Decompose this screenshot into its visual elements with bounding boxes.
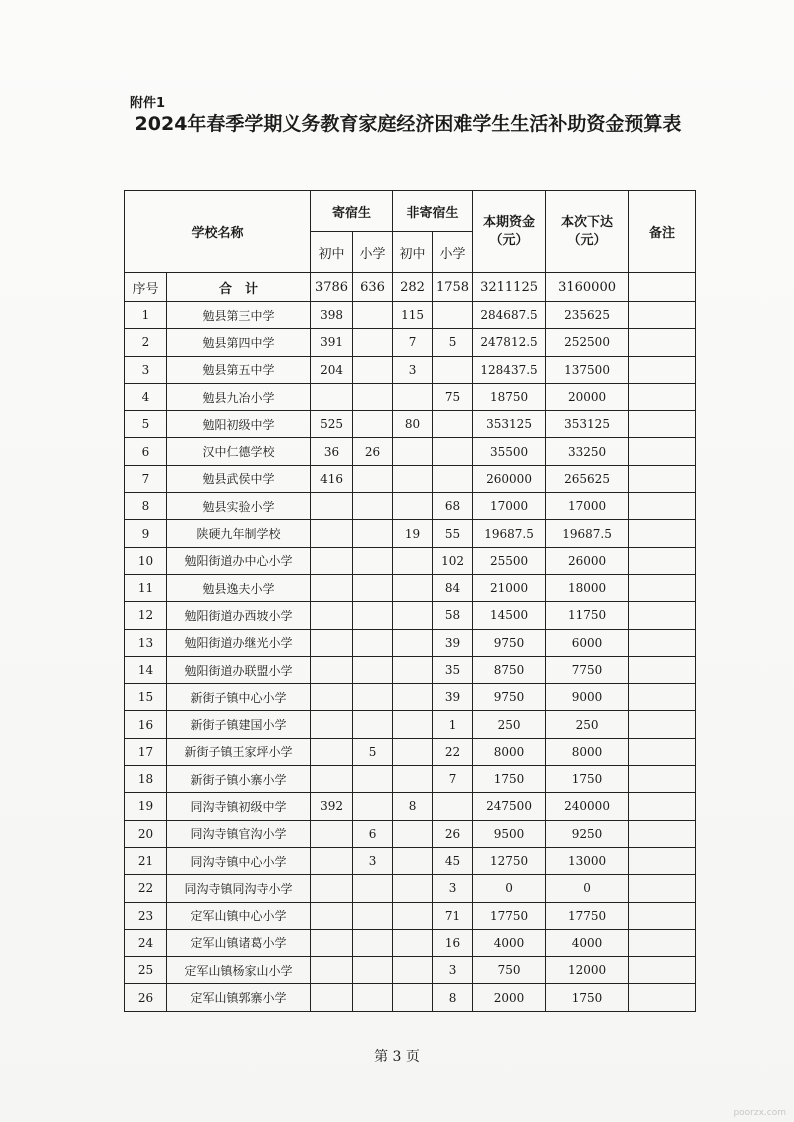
- boarding-primary-count: 5: [353, 738, 393, 765]
- school-name: 定军山镇中心小学: [167, 902, 311, 929]
- row-number: 4: [125, 383, 167, 410]
- boarding-junior-count: [311, 875, 353, 902]
- boarding-junior-count: [311, 684, 353, 711]
- issued-value: 235625: [546, 302, 629, 329]
- boarding-junior-count: 36: [311, 438, 353, 465]
- non-boarding-junior-count: [393, 984, 433, 1011]
- period-funds-value: 2000: [473, 984, 546, 1011]
- boarding-junior-count: [311, 547, 353, 574]
- non-boarding-junior-header: 初中: [393, 232, 433, 273]
- boarding-junior-count: 398: [311, 302, 353, 329]
- non-boarding-primary-count: 8: [433, 984, 473, 1011]
- school-name: 勉阳街道办联盟小学: [167, 656, 311, 683]
- issued-value: 6000: [546, 629, 629, 656]
- issued-value: 1750: [546, 984, 629, 1011]
- boarding-junior-count: [311, 902, 353, 929]
- boarding-primary-count: [353, 547, 393, 574]
- table-row: [125, 547, 696, 574]
- boarding-junior-count: [311, 929, 353, 956]
- issued-value: 240000: [546, 793, 629, 820]
- budget-table: [124, 190, 696, 1012]
- table-row: [125, 656, 696, 683]
- school-name: 勉阳初级中学: [167, 411, 311, 438]
- period-funds-value: 8750: [473, 656, 546, 683]
- row-number: 15: [125, 684, 167, 711]
- row-number: 23: [125, 902, 167, 929]
- non-boarding-primary-count: 3: [433, 957, 473, 984]
- issued-value: 33250: [546, 438, 629, 465]
- boarding-primary-count: [353, 629, 393, 656]
- school-name: 同沟寺镇中心小学: [167, 847, 311, 874]
- boarding-primary-count: 26: [353, 438, 393, 465]
- remarks-value: [629, 629, 696, 656]
- boarding-primary-count: [353, 875, 393, 902]
- boarding-primary-count: [353, 411, 393, 438]
- non-boarding-junior-count: 3: [393, 356, 433, 383]
- period-funds-value: 750: [473, 957, 546, 984]
- school-name-header: 学校名称: [125, 191, 311, 273]
- school-name: 新街子镇中心小学: [167, 684, 311, 711]
- non-boarding-junior-count: [393, 820, 433, 847]
- issued-value: 265625: [546, 465, 629, 492]
- non-boarding-junior-count: [393, 602, 433, 629]
- page-title: 2024年春季学期义务教育家庭经济困难学生生活补助资金预算表: [134, 113, 682, 135]
- table-row: [125, 356, 696, 383]
- non-boarding-primary-count: 39: [433, 684, 473, 711]
- table-row: [125, 438, 696, 465]
- row-number: 3: [125, 356, 167, 383]
- non-boarding-junior-count: [393, 493, 433, 520]
- table-row: [125, 520, 696, 547]
- non-boarding-junior-count: [393, 465, 433, 492]
- school-name: 新街子镇王家坪小学: [167, 738, 311, 765]
- non-boarding-junior-count: [393, 383, 433, 410]
- table-row: [125, 383, 696, 410]
- boarding-header: 寄宿生: [311, 191, 393, 232]
- total-row: [125, 273, 696, 302]
- non-boarding-junior-count: [393, 875, 433, 902]
- remarks-value: [629, 738, 696, 765]
- remarks-value: [629, 574, 696, 601]
- remarks-value: [629, 411, 696, 438]
- boarding-junior-count: [311, 711, 353, 738]
- school-name: 定军山镇郭寨小学: [167, 984, 311, 1011]
- school-name: 汉中仁德学校: [167, 438, 311, 465]
- boarding-junior-count: [311, 957, 353, 984]
- table-row: [125, 875, 696, 902]
- table-row: [125, 629, 696, 656]
- boarding-primary-count: 3: [353, 847, 393, 874]
- total-non-boarding-primary: 1758: [433, 273, 473, 302]
- issued-value: 7750: [546, 656, 629, 683]
- remarks-value: [629, 656, 696, 683]
- non-boarding-junior-count: [393, 656, 433, 683]
- row-number: 7: [125, 465, 167, 492]
- boarding-primary-count: 6: [353, 820, 393, 847]
- row-number: 9: [125, 520, 167, 547]
- school-name: 勉县实验小学: [167, 493, 311, 520]
- boarding-junior-count: [311, 574, 353, 601]
- table-row: [125, 711, 696, 738]
- issued-value: 19687.5: [546, 520, 629, 547]
- period-funds-value: 0: [473, 875, 546, 902]
- non-boarding-junior-count: 8: [393, 793, 433, 820]
- non-boarding-junior-count: [393, 929, 433, 956]
- boarding-junior-count: [311, 629, 353, 656]
- boarding-junior-count: [311, 738, 353, 765]
- non-boarding-junior-count: [393, 957, 433, 984]
- period-funds-value: 9750: [473, 629, 546, 656]
- school-name: 勉阳街道办中心小学: [167, 547, 311, 574]
- page-number: 第 3 页: [374, 1049, 420, 1065]
- non-boarding-junior-count: [393, 684, 433, 711]
- non-boarding-primary-count: 55: [433, 520, 473, 547]
- table-row: [125, 793, 696, 820]
- row-number: 22: [125, 875, 167, 902]
- total-non-boarding-junior: 282: [393, 273, 433, 302]
- school-name: 同沟寺镇同沟寺小学: [167, 875, 311, 902]
- table-row: [125, 847, 696, 874]
- remarks-value: [629, 520, 696, 547]
- non-boarding-junior-count: [393, 547, 433, 574]
- non-boarding-primary-count: 5: [433, 329, 473, 356]
- boarding-junior-count: [311, 766, 353, 793]
- period-funds-value: 284687.5: [473, 302, 546, 329]
- remarks-value: [629, 493, 696, 520]
- seq-header: 序号: [125, 273, 167, 302]
- remarks-value: [629, 438, 696, 465]
- school-name: 勉县第四中学: [167, 329, 311, 356]
- period-funds-value: 128437.5: [473, 356, 546, 383]
- row-number: 6: [125, 438, 167, 465]
- school-name: 勉阳街道办西坡小学: [167, 602, 311, 629]
- school-name: 勉县九冶小学: [167, 383, 311, 410]
- remarks-value: [629, 820, 696, 847]
- total-issued: 3160000: [546, 273, 629, 302]
- boarding-junior-count: 391: [311, 329, 353, 356]
- non-boarding-header: 非寄宿生: [393, 191, 473, 232]
- issued-value: 4000: [546, 929, 629, 956]
- total-boarding-junior: 3786: [311, 273, 353, 302]
- boarding-junior-count: [311, 602, 353, 629]
- non-boarding-junior-count: [393, 766, 433, 793]
- non-boarding-primary-count: [433, 356, 473, 383]
- remarks-value: [629, 302, 696, 329]
- remarks-value: [629, 793, 696, 820]
- issued-value: 9250: [546, 820, 629, 847]
- period-funds-value: 21000: [473, 574, 546, 601]
- school-name: 勉县第五中学: [167, 356, 311, 383]
- remarks-header: 备注: [629, 191, 696, 273]
- non-boarding-junior-count: 7: [393, 329, 433, 356]
- boarding-primary-count: [353, 574, 393, 601]
- table-row: [125, 984, 696, 1011]
- non-boarding-primary-count: [433, 465, 473, 492]
- remarks-value: [629, 929, 696, 956]
- row-number: 16: [125, 711, 167, 738]
- row-number: 18: [125, 766, 167, 793]
- school-name: 勉县武侯中学: [167, 465, 311, 492]
- period-funds-value: 247812.5: [473, 329, 546, 356]
- table-row: [125, 465, 696, 492]
- boarding-primary-count: [353, 984, 393, 1011]
- period-funds-value: 35500: [473, 438, 546, 465]
- issued-value: 17000: [546, 493, 629, 520]
- non-boarding-junior-count: [393, 902, 433, 929]
- issued-value: 137500: [546, 356, 629, 383]
- total-label: 合 计: [167, 273, 311, 302]
- remarks-value: [629, 356, 696, 383]
- period-funds-value: 260000: [473, 465, 546, 492]
- table-row: [125, 411, 696, 438]
- period-funds-value: 8000: [473, 738, 546, 765]
- row-number: 5: [125, 411, 167, 438]
- remarks-value: [629, 847, 696, 874]
- non-boarding-primary-count: 26: [433, 820, 473, 847]
- remarks-value: [629, 329, 696, 356]
- non-boarding-junior-count: [393, 847, 433, 874]
- issued-header: 本次下达（元）: [546, 191, 629, 273]
- period-funds-header: 本期资金（元）: [473, 191, 546, 273]
- boarding-junior-count: [311, 493, 353, 520]
- non-boarding-primary-count: 45: [433, 847, 473, 874]
- remarks-value: [629, 711, 696, 738]
- period-funds-value: 17000: [473, 493, 546, 520]
- issued-value: 17750: [546, 902, 629, 929]
- non-boarding-primary-count: 84: [433, 574, 473, 601]
- period-funds-value: 17750: [473, 902, 546, 929]
- boarding-primary-count: [353, 902, 393, 929]
- remarks-value: [629, 984, 696, 1011]
- issued-value: 8000: [546, 738, 629, 765]
- boarding-junior-count: [311, 520, 353, 547]
- table-row: [125, 820, 696, 847]
- table-row: [125, 493, 696, 520]
- non-boarding-junior-count: 80: [393, 411, 433, 438]
- school-name: 新街子镇小寨小学: [167, 766, 311, 793]
- issued-value: 20000: [546, 383, 629, 410]
- total-boarding-primary: 636: [353, 273, 393, 302]
- boarding-junior-count: [311, 820, 353, 847]
- boarding-primary-header: 小学: [353, 232, 393, 273]
- school-name: 定军山镇诸葛小学: [167, 929, 311, 956]
- school-name: 定军山镇杨家山小学: [167, 957, 311, 984]
- remarks-value: [629, 957, 696, 984]
- non-boarding-primary-count: 75: [433, 383, 473, 410]
- boarding-primary-count: [353, 684, 393, 711]
- non-boarding-primary-count: 102: [433, 547, 473, 574]
- issued-value: 0: [546, 875, 629, 902]
- row-number: 17: [125, 738, 167, 765]
- remarks-value: [629, 547, 696, 574]
- non-boarding-primary-header: 小学: [433, 232, 473, 273]
- row-number: 24: [125, 929, 167, 956]
- boarding-junior-count: [311, 847, 353, 874]
- non-boarding-junior-count: 115: [393, 302, 433, 329]
- boarding-primary-count: [353, 711, 393, 738]
- non-boarding-primary-count: 3: [433, 875, 473, 902]
- table-row: [125, 902, 696, 929]
- non-boarding-primary-count: 71: [433, 902, 473, 929]
- boarding-primary-count: [353, 766, 393, 793]
- boarding-junior-count: 525: [311, 411, 353, 438]
- school-name: 同沟寺镇官沟小学: [167, 820, 311, 847]
- period-funds-value: 18750: [473, 383, 546, 410]
- period-funds-value: 247500: [473, 793, 546, 820]
- school-name: 陕硬九年制学校: [167, 520, 311, 547]
- non-boarding-junior-count: [393, 574, 433, 601]
- issued-value: 18000: [546, 574, 629, 601]
- non-boarding-junior-count: [393, 711, 433, 738]
- period-funds-value: 12750: [473, 847, 546, 874]
- row-number: 2: [125, 329, 167, 356]
- non-boarding-primary-count: 1: [433, 711, 473, 738]
- header-row-1: [125, 191, 696, 232]
- non-boarding-junior-count: [393, 629, 433, 656]
- table-row: [125, 684, 696, 711]
- table-row: [125, 957, 696, 984]
- remarks-value: [629, 875, 696, 902]
- row-number: 13: [125, 629, 167, 656]
- boarding-junior-count: 392: [311, 793, 353, 820]
- issued-value: 11750: [546, 602, 629, 629]
- row-number: 11: [125, 574, 167, 601]
- row-number: 20: [125, 820, 167, 847]
- total-remarks: [629, 273, 696, 302]
- period-funds-value: 4000: [473, 929, 546, 956]
- remarks-value: [629, 766, 696, 793]
- boarding-primary-count: [353, 493, 393, 520]
- boarding-primary-count: [353, 329, 393, 356]
- boarding-primary-count: [353, 656, 393, 683]
- issued-value: 9000: [546, 684, 629, 711]
- non-boarding-primary-count: 22: [433, 738, 473, 765]
- non-boarding-primary-count: [433, 302, 473, 329]
- non-boarding-junior-count: [393, 438, 433, 465]
- boarding-junior-count: [311, 656, 353, 683]
- non-boarding-primary-count: 58: [433, 602, 473, 629]
- row-number: 21: [125, 847, 167, 874]
- boarding-junior-header: 初中: [311, 232, 353, 273]
- boarding-primary-count: [353, 302, 393, 329]
- attachment-label: 附件1: [130, 96, 166, 111]
- row-number: 19: [125, 793, 167, 820]
- table-row: [125, 602, 696, 629]
- remarks-value: [629, 684, 696, 711]
- period-funds-value: 250: [473, 711, 546, 738]
- boarding-primary-count: [353, 929, 393, 956]
- period-funds-value: 9750: [473, 684, 546, 711]
- period-funds-value: 9500: [473, 820, 546, 847]
- table-row: [125, 929, 696, 956]
- boarding-primary-count: [353, 957, 393, 984]
- non-boarding-primary-count: 16: [433, 929, 473, 956]
- school-name: 勉县第三中学: [167, 302, 311, 329]
- issued-value: 26000: [546, 547, 629, 574]
- boarding-primary-count: [353, 465, 393, 492]
- remarks-value: [629, 465, 696, 492]
- row-number: 25: [125, 957, 167, 984]
- issued-value: 13000: [546, 847, 629, 874]
- table-row: [125, 738, 696, 765]
- boarding-junior-count: 204: [311, 356, 353, 383]
- boarding-primary-count: [353, 793, 393, 820]
- total-period-funds: 3211125: [473, 273, 546, 302]
- table-row: [125, 766, 696, 793]
- non-boarding-primary-count: 7: [433, 766, 473, 793]
- table-row: [125, 302, 696, 329]
- row-number: 12: [125, 602, 167, 629]
- non-boarding-primary-count: [433, 438, 473, 465]
- boarding-primary-count: [353, 383, 393, 410]
- issued-value: 250: [546, 711, 629, 738]
- remarks-value: [629, 902, 696, 929]
- boarding-primary-count: [353, 602, 393, 629]
- non-boarding-primary-count: 39: [433, 629, 473, 656]
- period-funds-value: 1750: [473, 766, 546, 793]
- issued-value: 12000: [546, 957, 629, 984]
- school-name: 勉县逸夫小学: [167, 574, 311, 601]
- boarding-junior-count: [311, 984, 353, 1011]
- row-number: 1: [125, 302, 167, 329]
- boarding-junior-count: 416: [311, 465, 353, 492]
- period-funds-value: 19687.5: [473, 520, 546, 547]
- issued-value: 1750: [546, 766, 629, 793]
- table-row: [125, 329, 696, 356]
- non-boarding-primary-count: 35: [433, 656, 473, 683]
- row-number: 26: [125, 984, 167, 1011]
- boarding-primary-count: [353, 356, 393, 383]
- watermark: poorzx.com: [733, 1108, 786, 1118]
- boarding-primary-count: [353, 520, 393, 547]
- boarding-junior-count: [311, 383, 353, 410]
- table-row: [125, 574, 696, 601]
- period-funds-value: 353125: [473, 411, 546, 438]
- non-boarding-primary-count: [433, 411, 473, 438]
- row-number: 10: [125, 547, 167, 574]
- row-number: 14: [125, 656, 167, 683]
- non-boarding-junior-count: 19: [393, 520, 433, 547]
- school-name: 勉阳街道办继光小学: [167, 629, 311, 656]
- issued-value: 353125: [546, 411, 629, 438]
- remarks-value: [629, 602, 696, 629]
- school-name: 同沟寺镇初级中学: [167, 793, 311, 820]
- non-boarding-primary-count: 68: [433, 493, 473, 520]
- issued-value: 252500: [546, 329, 629, 356]
- period-funds-value: 14500: [473, 602, 546, 629]
- row-number: 8: [125, 493, 167, 520]
- non-boarding-junior-count: [393, 738, 433, 765]
- school-name: 新街子镇建国小学: [167, 711, 311, 738]
- period-funds-value: 25500: [473, 547, 546, 574]
- remarks-value: [629, 383, 696, 410]
- non-boarding-primary-count: [433, 793, 473, 820]
